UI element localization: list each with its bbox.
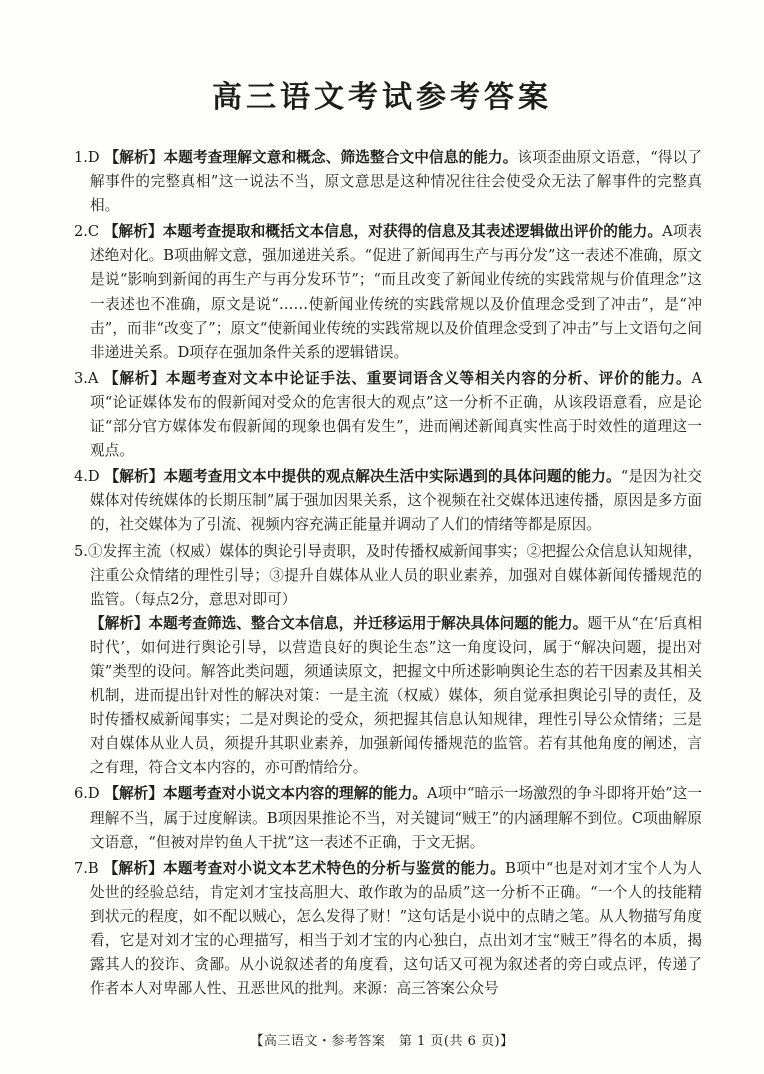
- answer-item-5: [74, 540, 702, 781]
- answer-item-3: [74, 367, 702, 463]
- answer-item-6: [74, 782, 702, 854]
- page-footer: 【高三语文・参考答案 第 1 页(共 6 页)】: [250, 1034, 514, 1049]
- answer-text: ①发挥主流（权威）媒体的舆论引导责职，及时传播权威新闻事实；②把握公众信息认知规律，注重公众情绪的理性引导；③提升自媒体从业人员的职业素养，加强对自媒体新闻传播规范的监管。（每点2分，意思对即可）: [87, 542, 702, 608]
- analysis-tag: 【解析】本题考查筛选、整合文本信息，并迁移运用于解决具体问题的能力。: [90, 614, 588, 632]
- answer-number: 5.: [74, 542, 88, 560]
- answer-list: [74, 146, 702, 1001]
- answer-number: 1.D: [74, 149, 100, 166]
- answer-item-7: [74, 857, 702, 1002]
- answer-text: “是因为社交媒体对传统媒体的长期压制”属于强加因果关系，这个视频在社交媒体迅速传播，原因是多方面的，社交媒体为了引流、视频内容充满正能量并调动了人们的情绪等都是原因。: [90, 468, 703, 534]
- answer-text: A项“论证媒体发布的假新闻对受众的危害很大的观点”这一分析不正确，从该段语意看，应是论证“部分官方媒体发布假新闻的现象也偶有发生”，进而阐述新闻真实性高于时效性的道理这一观点。: [90, 369, 702, 460]
- analysis-tag: 【解析】本题考查用文本中提供的观点解决生活中实际遇到的具体问题的能力。: [104, 468, 621, 486]
- answer-number: 4.D: [74, 468, 100, 486]
- analysis-tag: 【解析】本题考查对小说文本艺术特色的分析与鉴赏的能力。: [103, 859, 506, 877]
- answer-item-2: [74, 220, 702, 365]
- analysis-tag: 【解析】本题考查理解文意和概念、筛选整合文中信息的能力。: [104, 149, 518, 166]
- page-title: 高三语文考试参考答案: [212, 80, 552, 115]
- answer-item-1: [74, 146, 702, 218]
- analysis-tag: 【解析】本题考查对小说文本内容的理解的能力。: [104, 785, 428, 803]
- answer-number: 2.C: [74, 223, 100, 241]
- answer-number: 3.A: [74, 369, 99, 387]
- answer-text: 题干从“在‘后真相时代’，如何进行舆论引导，以营造良好的舆论生态”这一角度设问，属于“解决问题，提出对策”类型的设问。解答此类问题，须通读原文，把握文中所述影响舆论生态的若干因素及其相关机制，进而提出针对性的解决对策：一是主流（权威）媒体，须自觉承担舆论引导的责任，及时传播权威新闻事实；二是对舆论的受众，须把握其信息认知规律，理性引导公众情绪；三是对自媒体从业人员，须提升其职业素养，加强新闻传播规范的监管。若有其他角度的阐述，言之有理，符合文本内容的，亦可酌情给分。: [90, 614, 702, 777]
- answer-text: B项中“也是对刘才宝个人为人处世的经验总结，肯定刘才宝技高胆大、敢作敢为的品质”这一分析不正确。“一个人的技能精到状元的程度，如不配以贼心，怎么发得了财！”这句话是小说中的点睛之笔。从人物描写角度看，它是对刘才宝的心理描写，相当于刘才宝的内心独白，点出刘才宝“贼王”得名的本质，揭露其人的狡诈、贪鄙。从小说叙述者的角度看，这句话又可视为叙述者的旁白或点评，传递了作者本人对卑鄙人性、丑恶世风的批判。来源：高三答案公众号: [90, 859, 703, 998]
- answer-item-4: [74, 465, 702, 537]
- analysis-tag: 【解析】本题考查提取和概括文本信息，对获得的信息及其表述逻辑做出评价的能力。: [103, 223, 663, 241]
- answer-number: 7.B: [74, 859, 99, 877]
- answer-text: A项中“暗示一场激烈的争斗即将开始”这一理解不当，属于过度解读。B项因果推论不当，对关键词“贼王”的内涵理解不到位。C项曲解原文语意，“但被对岸钓鱼人干扰”这一表述不正确，于文无据。: [90, 785, 702, 851]
- answer-text: A项表述绝对化。B项曲解文意，强加递进关系。“促进了新闻再生产与再分发”这一表述不准确，原文是说“影响到新闻的再生产与再分发环节”；“而且改变了新闻业传统的实践常规与价值理念”这一表述也不准确，原文是说“……使新闻业传统的实践常规以及价值理念受到了冲击”，是“冲击”，而非“改变了”；原文“使新闻业传统的实践常规以及价值理念受到了冲击”与上文语句之间非递进关系。D项存在强加条件关系的逻辑错误。: [90, 223, 702, 361]
- analysis-tag: 【解析】本题考查对文本中论证手法、重要词语含义等相关内容的分析、评价的能力。: [103, 369, 692, 387]
- answer-number: 6.D: [74, 785, 100, 803]
- answer-text: 该项歪曲原文语意，“得以了解事件的完整真相”这一说法不当，原文意思是这种情况往往会使受众无法了解事件的完整真相。: [90, 149, 703, 215]
